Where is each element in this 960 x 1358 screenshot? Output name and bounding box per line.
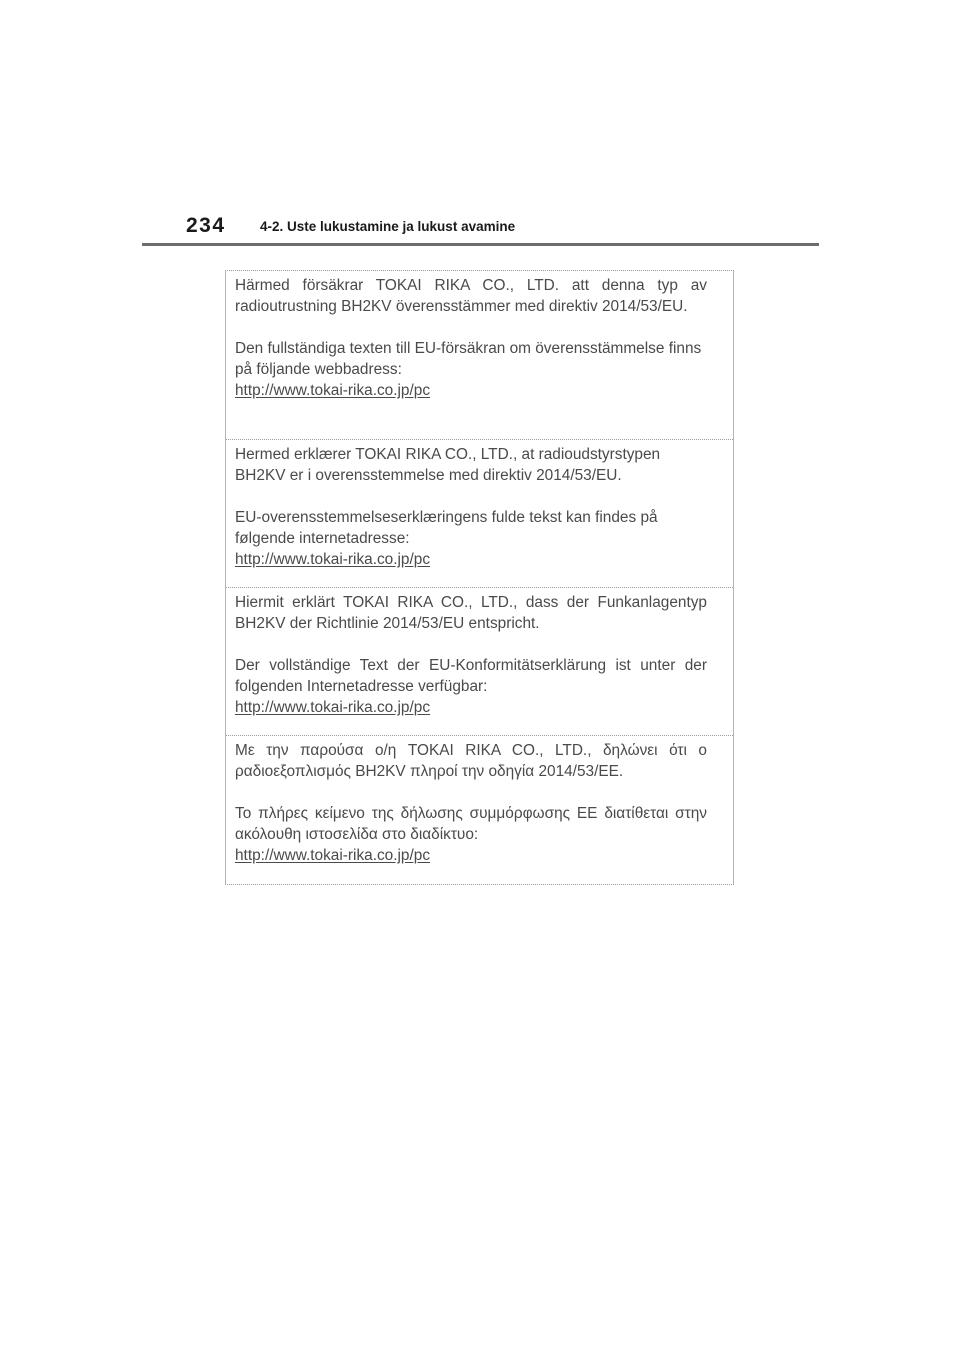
declaration-statement: Hermed erklærer TOKAI RIKA CO., LTD., at radioudstyrstypen BH2KV er i overensstemmelse med direktiv 2014/53/EU. — [235, 446, 661, 484]
declaration-block-german — [226, 588, 733, 736]
declaration-availability — [235, 803, 707, 866]
declaration-block-danish — [226, 440, 733, 588]
declaration-url-link[interactable]: http://www.tokai-rika.co.jp/pc — [235, 847, 431, 864]
availability-text: Der vollständige Text der EU-Konformitätserklärung ist unter der folgenden Internetadresse verfügbar: — [235, 657, 707, 695]
declaration-block-swedish — [226, 271, 733, 440]
availability-text: EU-overensstemmelseserklæringens fulde tekst kan findes på følgende internetadresse: — [235, 509, 658, 547]
declaration-box — [225, 270, 734, 885]
declaration-block-greek — [226, 736, 733, 884]
section-title: 4-2. Uste lukustamine ja lukust avamine — [260, 219, 516, 234]
declaration-url-link[interactable]: http://www.tokai-rika.co.jp/pc — [235, 699, 431, 716]
header-rule — [142, 243, 819, 246]
availability-text: Το πλήρες κείμενο της δήλωσης συμμόρφωσης ΕΕ διατίθεται στην ακόλουθη ιστοσελίδα στο διαδίκτυο: — [235, 805, 707, 843]
declaration-url-link[interactable]: http://www.tokai-rika.co.jp/pc — [235, 551, 431, 568]
declaration-statement: Hiermit erklärt TOKAI RIKA CO., LTD., dass der Funkanlagentyp BH2KV der Richtlinie 2014/53/EU entspricht. — [235, 594, 707, 632]
declaration-availability — [235, 655, 707, 718]
availability-text: Den fullständiga texten till EU-försäkran om överensstämmelse finns på följande webbadress: — [235, 340, 702, 378]
declaration-statement: Με την παρούσα ο/η TOKAI RIKA CO., LTD., δηλώνει ότι ο ραδιοεξοπλισμός BH2KV πληροί την οδηγία 2014/53/ΕΕ. — [235, 742, 707, 780]
page-number: 234 — [186, 214, 226, 237]
declaration-url-link[interactable]: http://www.tokai-rika.co.jp/pc — [235, 382, 431, 399]
declaration-availability — [235, 338, 707, 401]
declaration-statement: Härmed försäkrar TOKAI RIKA CO., LTD. att denna typ av radioutrustning BH2KV överensstämmer med direktiv 2014/53/EU. — [235, 277, 707, 315]
declaration-availability — [235, 507, 707, 570]
